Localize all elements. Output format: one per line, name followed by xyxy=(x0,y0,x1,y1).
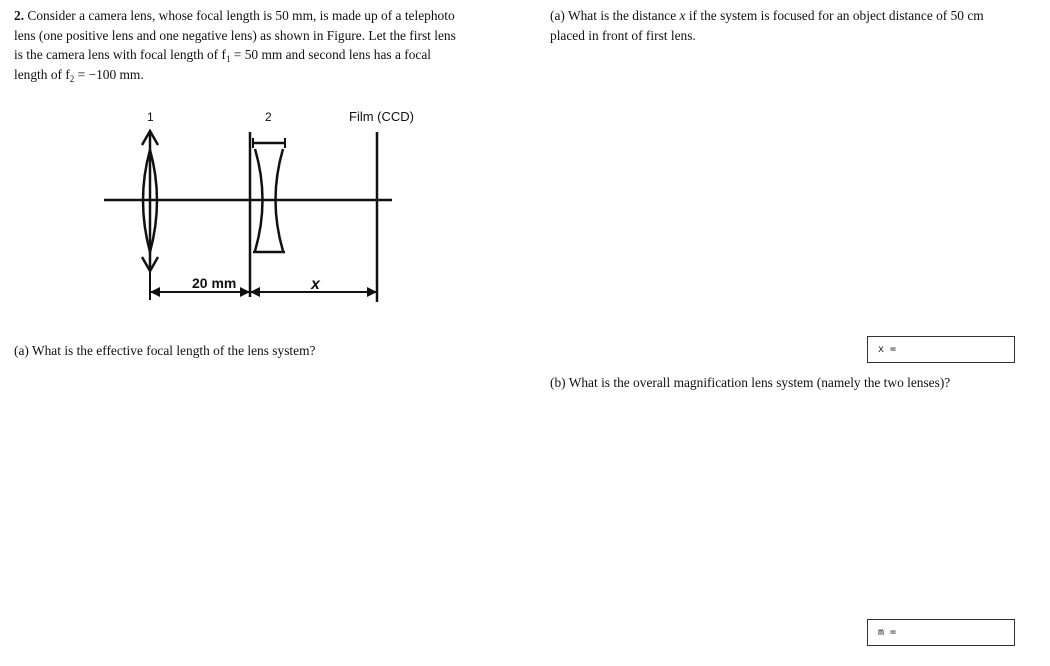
lens-1-label: 1 xyxy=(147,110,154,124)
question-a-right: (a) What is the distance x if the system is focused for an object distance of 50 cm placed in front of first lens. xyxy=(550,8,984,43)
answer-m-label: m = xyxy=(878,627,897,638)
problem-line-1: 2. Consider a camera lens, whose focal length is 50 mm, is made up of a telephoto xyxy=(14,8,455,23)
answer-x-label: x = xyxy=(878,344,897,355)
problem-line-2: lens (one positive lens and one negative lens) as shown in Figure. Let the first lens xyxy=(14,27,456,43)
negative-lens-2 xyxy=(250,132,285,297)
lens-2-label: 2 xyxy=(265,110,272,124)
distance-x-label: x xyxy=(311,276,320,293)
answer-x-input[interactable] xyxy=(902,337,992,362)
answer-box-x[interactable] xyxy=(867,336,1015,363)
answer-m-input[interactable] xyxy=(902,620,992,645)
question-b-right: (b) What is the overall magnification lens system (namely the two lenses)? xyxy=(550,375,951,390)
telephoto-lens-figure xyxy=(100,105,430,310)
question-a-left: (a) What is the effective focal length of the lens system? xyxy=(14,343,316,358)
problem-number: 2. xyxy=(14,8,25,23)
problem-line-4: length of $f_2 = -100$ mm. xyxy=(14,66,144,84)
film-label: Film (CCD) xyxy=(349,109,414,124)
dimension-lines xyxy=(150,270,377,300)
problem-line-3: is the camera lens with focal length of $f_1 = 50$ mm and second lens has a focal xyxy=(14,47,431,64)
variable-x: x xyxy=(679,8,686,23)
answer-box-m[interactable] xyxy=(867,619,1015,646)
problem-statement xyxy=(14,6,514,84)
separation-label: 20 mm xyxy=(192,275,237,291)
